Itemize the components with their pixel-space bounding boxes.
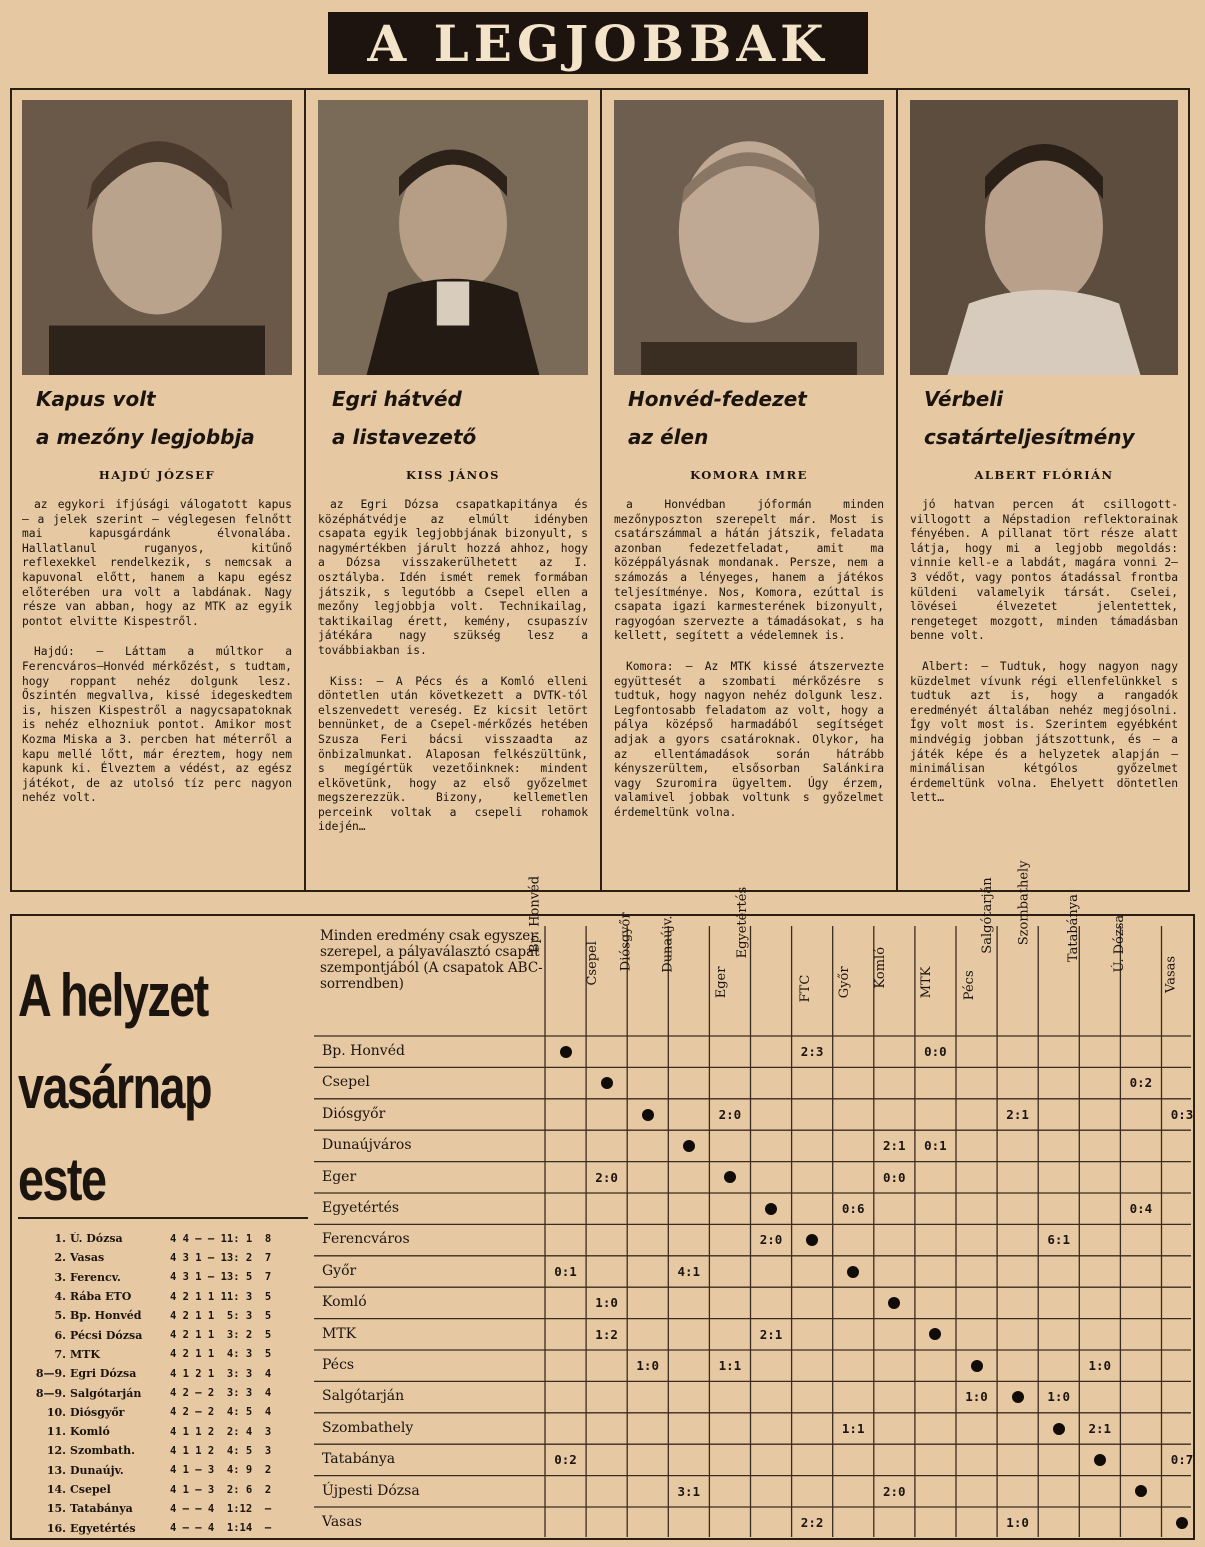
standings-rank: 3. — [54, 1270, 66, 1284]
match-score: 0:4 — [1129, 1201, 1153, 1216]
standings-rank: 6. — [54, 1328, 66, 1342]
matrix-row-label: Újpesti Dózsa — [322, 1482, 420, 1499]
match-score: 2:0 — [759, 1232, 783, 1248]
matrix-column-header — [797, 930, 827, 1030]
page-banner: A LEGJOBBAK — [328, 12, 868, 74]
standings-row — [22, 1248, 314, 1267]
standings-team: Dunaújv. — [70, 1463, 124, 1477]
standings-rank: 14. — [46, 1483, 66, 1496]
standings-stats: 4 4 — — 11: 1 8 — [170, 1232, 272, 1245]
column-label: MTK — [919, 966, 935, 999]
standings-rank: 7. — [54, 1347, 66, 1361]
column-label: Ú. Dózsa — [1112, 914, 1128, 973]
match-score: 6:1 — [1047, 1232, 1070, 1248]
standings-stats: 4 1 1 2 4: 5 3 — [170, 1444, 272, 1457]
standings-stats: 4 2 1 1 4: 3 5 — [170, 1348, 272, 1361]
match-score: 0:0 — [924, 1044, 947, 1059]
column-label: Győr — [837, 966, 853, 999]
player-column-4 — [898, 88, 1190, 892]
standings-stats: 4 3 1 — 13: 2 7 — [170, 1251, 272, 1264]
standings-rank: 2. — [54, 1251, 66, 1265]
column-label: Eger — [714, 966, 730, 999]
match-score: 1:2 — [595, 1326, 618, 1342]
match-score: 3:1 — [677, 1483, 701, 1499]
diagonal-dot — [765, 1203, 777, 1215]
standings-team: Vasas — [70, 1251, 105, 1265]
player-photo — [318, 100, 588, 375]
standings-team: Szombath. — [70, 1444, 135, 1458]
standings-row — [22, 1403, 314, 1422]
standings-row — [22, 1461, 314, 1480]
column-label: Csepel — [584, 941, 600, 986]
matrix-row-label: Győr — [322, 1262, 357, 1279]
matrix-column-header — [618, 912, 663, 1030]
matrix-row-label: Tatabánya — [322, 1451, 396, 1468]
matrix-row-label: Bp. Honvéd — [322, 1043, 405, 1059]
player-text: az egykori ifjúsági válogatott kapus — a jelek szerint — véglegesen felnőtt mai kapusgárdánk élvonalába. Hallatlanul ruganyos, kitűnő reflexekkel rendelkezik, s nemcsak a kapuvonal előtt, hanem a kapu egész előterében ura volt a labdának. Nagy része van abban, hogy az MTK az egyik pontot elvitte Kispestről. Hajdú: — Láttam a múltkor a Ferencváros—Honvéd mérkőzést, s tudtam, hogy roppant nehéz dolgunk lesz. Őszintén megvallva, kissé idegeskedtem is, hiszen Kispestről a nagycsapatoknak is nehéz elhozniuk pontot. Amikor most Kozma Miska a 3. percben hat méterről a kapu mellé lőtt, már éreztem, hogy nem kapunk ki. Élveztem a védést, az egész játékot, de az utolsó tíz perc nagyon nehéz volt. — [22, 498, 292, 805]
matrix-column-header — [1163, 930, 1197, 1030]
match-score: 1:0 — [636, 1358, 659, 1373]
matrix-row-label: Eger — [322, 1168, 357, 1185]
situation-title: A helyzet vasárnap este — [18, 962, 212, 1213]
match-score: 2:0 — [883, 1483, 906, 1499]
standings-row — [22, 1383, 314, 1402]
column-label: Dunaújv. — [660, 915, 676, 973]
standings-rank: 13. — [46, 1463, 66, 1477]
column-label: Egyetértés — [735, 886, 751, 959]
standings-team: Ú. Dózsa — [70, 1232, 123, 1246]
standings-rank: 15. — [46, 1502, 66, 1516]
matrix-column-header — [920, 930, 950, 1030]
standings-rank: 4. — [54, 1290, 66, 1304]
standings-rank: 11. — [46, 1425, 66, 1439]
standings-rank: 5. — [54, 1309, 66, 1323]
standings-rank: 8—9. — [35, 1386, 66, 1400]
diagonal-dot — [1012, 1391, 1024, 1403]
player-headline: Vérbeli csatárteljesítmény — [924, 387, 1135, 449]
standings-stats: 4 2 1 1 3: 2 5 — [170, 1329, 272, 1342]
column-label: Komló — [873, 946, 889, 989]
match-score: 0:2 — [1129, 1075, 1153, 1091]
diagonal-dot — [1053, 1423, 1065, 1435]
diagonal-dot — [971, 1360, 983, 1372]
standings-row — [22, 1287, 314, 1306]
standings-team: Rába ETO — [70, 1290, 132, 1304]
matrix-row-label: Egyetértés — [322, 1200, 400, 1216]
standings-row — [22, 1325, 314, 1344]
player-text: az Egri Dózsa csapatkapitánya és középhátvédje az elmúlt idényben csapata egyik legjobbjának bizonyult, s nagymértékben járult hozzá ahhoz, hogy a Dózsa visszakerülhetett az I. osztályba. Idén ismét remek formában játszik, s legutóbb a Csepel ellen a mezőny legjobbja volt. Technikailag, taktikailag érett, kemény, csupaszív játékára nagy szükség lesz a továbbiakban is. Kiss: — A Pécs és a Komló elleni döntetlen után következett a DVTK-tól elszenvedett vereség. Ez kicsit letört bennünket, de a Csepel-mérkőzés hetében Szusza Feri bácsi visszaadta az önbizalmunkat. Alaposan felkészültünk, s megígértük vezetőinknek: mindent elkövetünk, hogy az első győzelmet megszerezzük. Bizony, kellemetlen perceink voltak a csepeli rohamok idején… — [318, 498, 588, 834]
match-score: 2:1 — [1088, 1420, 1112, 1436]
standings-team: Komló — [70, 1425, 110, 1439]
matrix-column-header — [660, 915, 704, 1030]
standings-rank: 12. — [46, 1444, 66, 1458]
match-score: 1:1 — [718, 1358, 742, 1373]
standings-team: Pécsi Dózsa — [70, 1328, 143, 1342]
match-score: 2:1 — [883, 1138, 906, 1154]
standings-row — [22, 1345, 314, 1364]
matrix-column-header — [584, 930, 622, 1030]
divider — [18, 1217, 308, 1219]
matrix-column-header — [735, 886, 786, 1030]
match-score: 2:0 — [718, 1106, 742, 1122]
matrix-row-label: Diósgyőr — [322, 1105, 386, 1122]
match-score: 0:0 — [883, 1169, 906, 1185]
matrix-column-header — [1112, 914, 1156, 1030]
match-score: 1:1 — [841, 1420, 865, 1436]
player-name: KISS JÁNOS — [406, 468, 500, 482]
player-name: HAJDÚ JÓZSEF — [98, 468, 216, 482]
matrix-row-label: Salgótarján — [322, 1388, 405, 1405]
matrix-row-label: Csepel — [322, 1074, 370, 1091]
standings-row — [22, 1499, 314, 1518]
standings-stats: 4 2 1 1 11: 3 5 — [170, 1290, 272, 1303]
standings-stats: 4 1 — 3 4: 9 2 — [170, 1464, 272, 1477]
match-score: 2:1 — [759, 1326, 783, 1342]
standings-rank: 8—9. — [35, 1367, 66, 1381]
match-score: 2:1 — [1006, 1106, 1029, 1122]
standings-team: Bp. Honvéd — [70, 1309, 142, 1323]
match-score: 2:3 — [800, 1044, 824, 1059]
diagonal-dot — [847, 1266, 859, 1278]
column-label: Vasas — [1163, 955, 1179, 993]
match-score: 2:0 — [595, 1169, 618, 1185]
standings-team: Ferencv. — [70, 1270, 121, 1284]
column-label: FTC — [798, 974, 814, 1003]
matrix-legend: Minden eredmény csak egyszer szerepel, a pályaválasztó csapat szempontjából (A csapatok ABC-sorrendben) — [320, 928, 543, 992]
matrix-row-label: Pécs — [322, 1357, 355, 1373]
player-name: KOMORA IMRE — [690, 468, 808, 482]
match-score: 1:0 — [1088, 1358, 1112, 1373]
standings-rank: 10. — [46, 1405, 66, 1419]
player-headline: Kapus volt a mezőny legjobbja — [36, 387, 255, 449]
standings-row — [22, 1229, 314, 1248]
standings-team: Tatabánya — [70, 1502, 133, 1516]
player-column-3 — [602, 88, 898, 892]
player-text: jó hatvan percen át csillogott-villogott a Népstadion reflektorainak fényében. A pillanat tört része alatt látja, hogy mi a legjobb megoldás: vinnie kell-e a labdát, magára vonni 2—3 védőt, vagy pontos átadással frontba küldeni valamelyik társát. Cselei, lövései élvezetet jelentettek, rengeteget mozgott, minden támadásban benne volt. Albert: — Tudtuk, hogy nagyon nagy küzdelmet vívunk régi ellenfelünkkel s tudtuk azt is, hogy a rangadók eredményét általában nehéz megjósolni. Így volt most is. Szerintem egyébként mindvégig jobban játszottunk, és — a játék képe és a helyzetek alapján — minimálisan kétgólos győzelmet érdemeltünk volna. Ehelyett döntetlen lett… — [910, 498, 1178, 805]
match-score: 1:0 — [1047, 1389, 1070, 1405]
match-score: 0:6 — [841, 1201, 865, 1216]
standings-row — [22, 1480, 314, 1499]
match-score: 0:7 — [1170, 1452, 1194, 1468]
match-score: 0:1 — [554, 1263, 577, 1279]
match-score: 2:2 — [800, 1515, 824, 1530]
player-text: a Honvédban jóformán minden mezőnyposzton szerepelt már. Most is csatárszámmal a hátán játszik, feladata azonban fedezetfeladat, amit ma középpályásnak mondanak. Persze, nem a számozás a lényeges, hanem a játékos teljesítménye. Nos, Komora, ezúttal is csapata igazi karmesterének bizonyult, ragyogóan szervezte a támadásokat, s ha kellett, segített a védelemnek is. Komora: — Az MTK kissé átszervezte együttesét a szombati mérkőzésre s tudtuk, hogy nagyon nehéz dolgunk lesz. Legfontosabb feladatom az volt, hogy a pálya középső harmadából segítséget adjak a gyors csatároknak. Olykor, ha az ellentámadások során hátrább kényszerültem, elsősorban Salánkira vagy Szuromira ügyeltem. Úgy érzem, valamivel jobbak voltunk s győzelmet érdemeltünk volna. — [614, 498, 884, 819]
diagonal-dot — [642, 1109, 654, 1121]
diagonal-dot — [560, 1046, 572, 1058]
column-label: Diósgyőr — [618, 912, 634, 972]
standings-rank: 16. — [46, 1521, 66, 1535]
column-label: Tatabánya — [1065, 894, 1081, 963]
matrix-row-label: Komló — [322, 1294, 367, 1311]
standings-row — [22, 1518, 314, 1537]
standings-team: Egyetértés — [70, 1521, 136, 1535]
diagonal-dot — [1176, 1517, 1188, 1529]
match-score: 1:0 — [595, 1295, 618, 1311]
standings-team: Salgótarján — [70, 1386, 142, 1400]
player-photo — [910, 100, 1178, 375]
match-score: 1:0 — [1006, 1515, 1029, 1530]
matrix-row-label: Vasas — [322, 1514, 362, 1530]
column-label: Szombathely — [1016, 860, 1032, 946]
column-label: Bp. Honvéd — [527, 875, 543, 953]
player-photo — [614, 100, 884, 375]
diagonal-dot — [1094, 1454, 1106, 1466]
column-label: Salgótarján — [979, 877, 995, 954]
matrix-row-label: Ferencváros — [322, 1231, 410, 1248]
player-column-1 — [10, 88, 306, 892]
standings-rank: 1. — [54, 1232, 66, 1246]
standings-row — [22, 1441, 314, 1460]
standings-stats: 4 — — 4 1:12 — — [170, 1502, 272, 1515]
diagonal-dot — [601, 1077, 613, 1089]
standings-stats: 4 1 1 2 2: 4 3 — [170, 1425, 272, 1438]
matrix-column-header — [838, 930, 868, 1030]
standings-team: Diósgyőr — [70, 1405, 125, 1419]
standings-stats: 4 — — 4 1:14 — — [170, 1522, 272, 1535]
standings-stats: 4 2 — 2 4: 5 4 — [170, 1406, 272, 1419]
standings-stats: 4 2 1 1 5: 3 5 — [170, 1309, 272, 1322]
matrix-row-label: MTK — [322, 1325, 357, 1342]
player-headline: Honvéd-fedezet az élen — [628, 387, 807, 449]
standings-row — [22, 1422, 314, 1441]
player-name: ALBERT FLÓRIÁN — [974, 468, 1114, 482]
standings-stats: 4 1 2 1 3: 3 4 — [170, 1367, 272, 1380]
matrix-column-header — [527, 875, 581, 1030]
standings-stats: 4 2 — 2 3: 3 4 — [170, 1387, 272, 1400]
standings-row — [22, 1306, 314, 1325]
match-score: 0:1 — [924, 1138, 947, 1154]
diagonal-dot — [683, 1140, 695, 1152]
standings-row — [22, 1268, 314, 1287]
standings-team: MTK — [70, 1347, 100, 1361]
match-score: 1:0 — [965, 1389, 988, 1405]
standings-table — [22, 1229, 314, 1538]
standings-team: Egri Dózsa — [70, 1367, 137, 1381]
standings-row — [22, 1364, 314, 1383]
player-headline: Egri hátvéd a listavezető — [332, 387, 477, 449]
matrix-column-header — [1065, 894, 1115, 1030]
standings-team: Csepel — [70, 1483, 111, 1496]
standings-stats: 4 3 1 — 13: 5 7 — [170, 1271, 272, 1284]
player-column-2 — [306, 88, 602, 892]
match-score: 4:1 — [677, 1263, 701, 1279]
standings-stats: 4 1 — 3 2: 6 2 — [170, 1483, 272, 1496]
match-score: 0:3 — [1170, 1106, 1194, 1122]
player-photo — [22, 100, 292, 375]
matrix-row-label: Szombathely — [322, 1419, 414, 1436]
match-score: 0:2 — [554, 1452, 577, 1468]
matrix-row-label: Dunaújváros — [322, 1137, 412, 1154]
matrix-column-header — [873, 930, 909, 1030]
column-label: Pécs — [961, 970, 977, 1001]
